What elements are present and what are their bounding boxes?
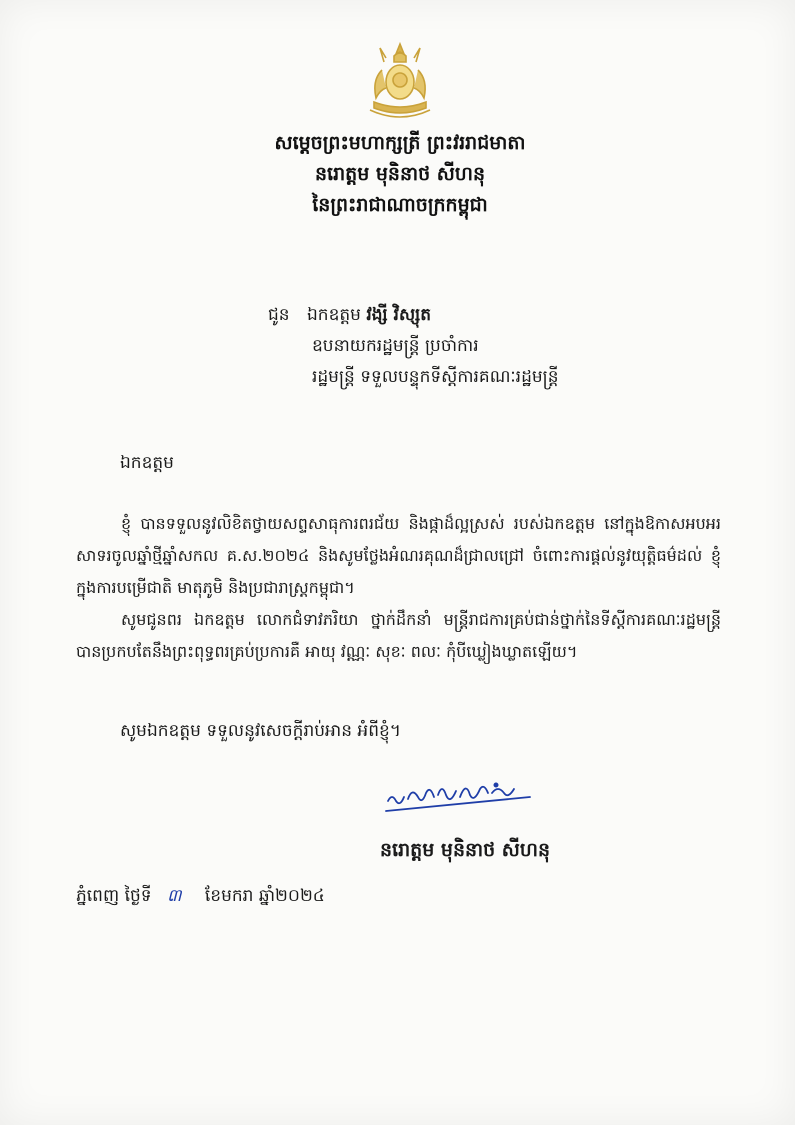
body-paragraph-2: សូមជូនពរ ឯកឧត្តម លោកជំទាវភរិយា ថ្នាក់ដឹកនាំ មន្ត្រីរាជការគ្រប់ជាន់ថ្នាក់នៃទីស្តីការគណៈរដ្ឋមន្ត្រី បានប្រកបតែនឹងព្រះពុទ្ធពរគ្រប់ប្រការគឺ អាយុ វណ្ណៈ សុខៈ ពលៈ កុំបីឃ្លៀងឃ្លាតឡើយ។ [76,610,721,661]
date-line [76,885,325,910]
addressee-position: ឧបនាយករដ្ឋមន្ត្រី ប្រចាំការ [312,336,479,356]
date-prefix: ភ្នំពេញ ថ្ងៃទី [76,886,152,906]
date-month-year: ខែមករា ឆ្នាំ២០២៤ [204,886,325,906]
sender-header [150,128,650,221]
date-day: ៣ [166,886,182,906]
sender-name: នរោត្តម មុនិនាថ សីហនុ [314,163,486,185]
signer-name: នរោត្តម មុនិនាថ សីហនុ [380,839,551,861]
closing-line: សូមឯកឧត្តម ទទួលនូវសេចក្តីរាប់អាន អំពីខ្ញុំ។ [120,721,401,741]
body-paragraph-1: ខ្ញុំ បានទទួលនូវលិខិតថ្វាយសព្ទសាធុការពរជ័យ និងផ្កាដ៏ល្អស្រស់ របស់ឯកឧត្តម នៅក្នុងឱកាសអបអរសាទរចូលឆ្នាំថ្មីឆ្នាំសកល គ.ស.២០២៤ និងសូមថ្លែងអំណរគុណដ៏ជ្រាលជ្រៅ ចំពោះការផ្តល់នូវយុត្តិធម៌ដល់ ខ្ញុំ ក្នុងការបម្រើជាតិ មាតុភូមិ និងប្រជារាស្ត្រកម្ពុជា។ [76,514,721,597]
addressee-block [268,300,559,393]
addressee-title: ឯកឧត្តម [307,305,361,325]
salutation: ឯកឧត្តម [120,453,174,473]
addressee-label: ជូន [268,305,290,325]
sender-kingdom: នៃព្រះរាជាណាចក្រកម្ពុជា [312,194,488,216]
letter-body [76,508,721,668]
addressee-name: វង្សី វិស្សុត [366,305,431,325]
royal-coat-of-arms-icon [360,40,440,125]
handwritten-signature-icon [380,775,540,820]
sender-title: សម្តេចព្រះមហាក្សត្រី ព្រះវររាជមាតា [274,132,526,154]
addressee-ministry: រដ្ឋមន្ត្រី ទទួលបន្ទុកទីស្តីការគណៈរដ្ឋមន្ត្រី [312,367,559,387]
